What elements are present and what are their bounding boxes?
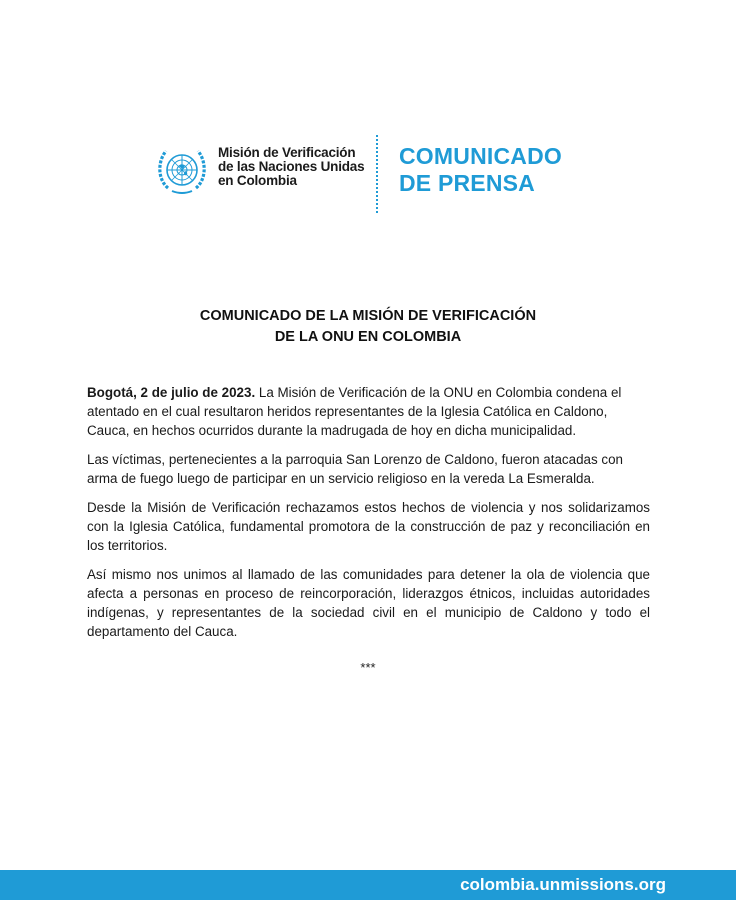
heading-line: DE LA ONU EN COLOMBIA — [274, 329, 462, 345]
paragraph-4: Así mismo nos unimos al llamado de las comunidades para detener la ola de violencia que afecta a personas en proceso de reincorporación, liderazgos étnicos, incluidas autoridades indígenas, y representantes de la sociedad civil en el municipio de Caldono y todo el departamento del Cauca. — [87, 567, 650, 639]
mission-name — [218, 146, 378, 188]
paragraph-text: La Misión de Verificación de la ONU en Colombia condena el atentado en el cual resultaron heridos representantes de la Iglesia Católica en Caldono, Cauca, en hechos ocurridos durante la madrugada de hoy en dicha municipalidad. — [87, 385, 622, 438]
document-body — [87, 383, 650, 651]
footer-url[interactable]: colombia.unmissions.org — [460, 875, 666, 894]
paragraph-3: Desde la Misión de Verificación rechazamos estos hechos de violencia y nos solidarizamos con la Iglesia Católica, fundamental promotora de la construcción de paz y reconciliación en los territorios. — [87, 500, 650, 553]
footer-bar — [0, 870, 736, 900]
press-title-line: DE PRENSA — [399, 170, 535, 196]
dateline: Bogotá, 2 de julio de 2023. — [87, 385, 256, 400]
press-title-line: COMUNICADO — [399, 143, 562, 169]
mission-name-line: de las Naciones Unidas — [218, 159, 365, 174]
paragraph-2: Las víctimas, pertenecientes a la parroquia San Lorenzo de Caldono, fueron atacadas con arma de fuego luego de participar en un servicio religioso en la vereda La Esmeralda. — [87, 452, 623, 486]
document-heading — [0, 306, 736, 348]
mission-name-line: Misión de Verificación — [218, 145, 356, 160]
end-mark: *** — [360, 660, 376, 675]
heading-line: COMUNICADO DE LA MISIÓN DE VERIFICACIÓN — [199, 308, 537, 324]
un-emblem-icon — [152, 142, 212, 198]
header-divider — [376, 135, 378, 213]
press-release-title — [399, 143, 562, 197]
header — [0, 130, 736, 220]
paragraph-1 — [87, 383, 650, 440]
mission-name-line: en Colombia — [218, 173, 297, 188]
